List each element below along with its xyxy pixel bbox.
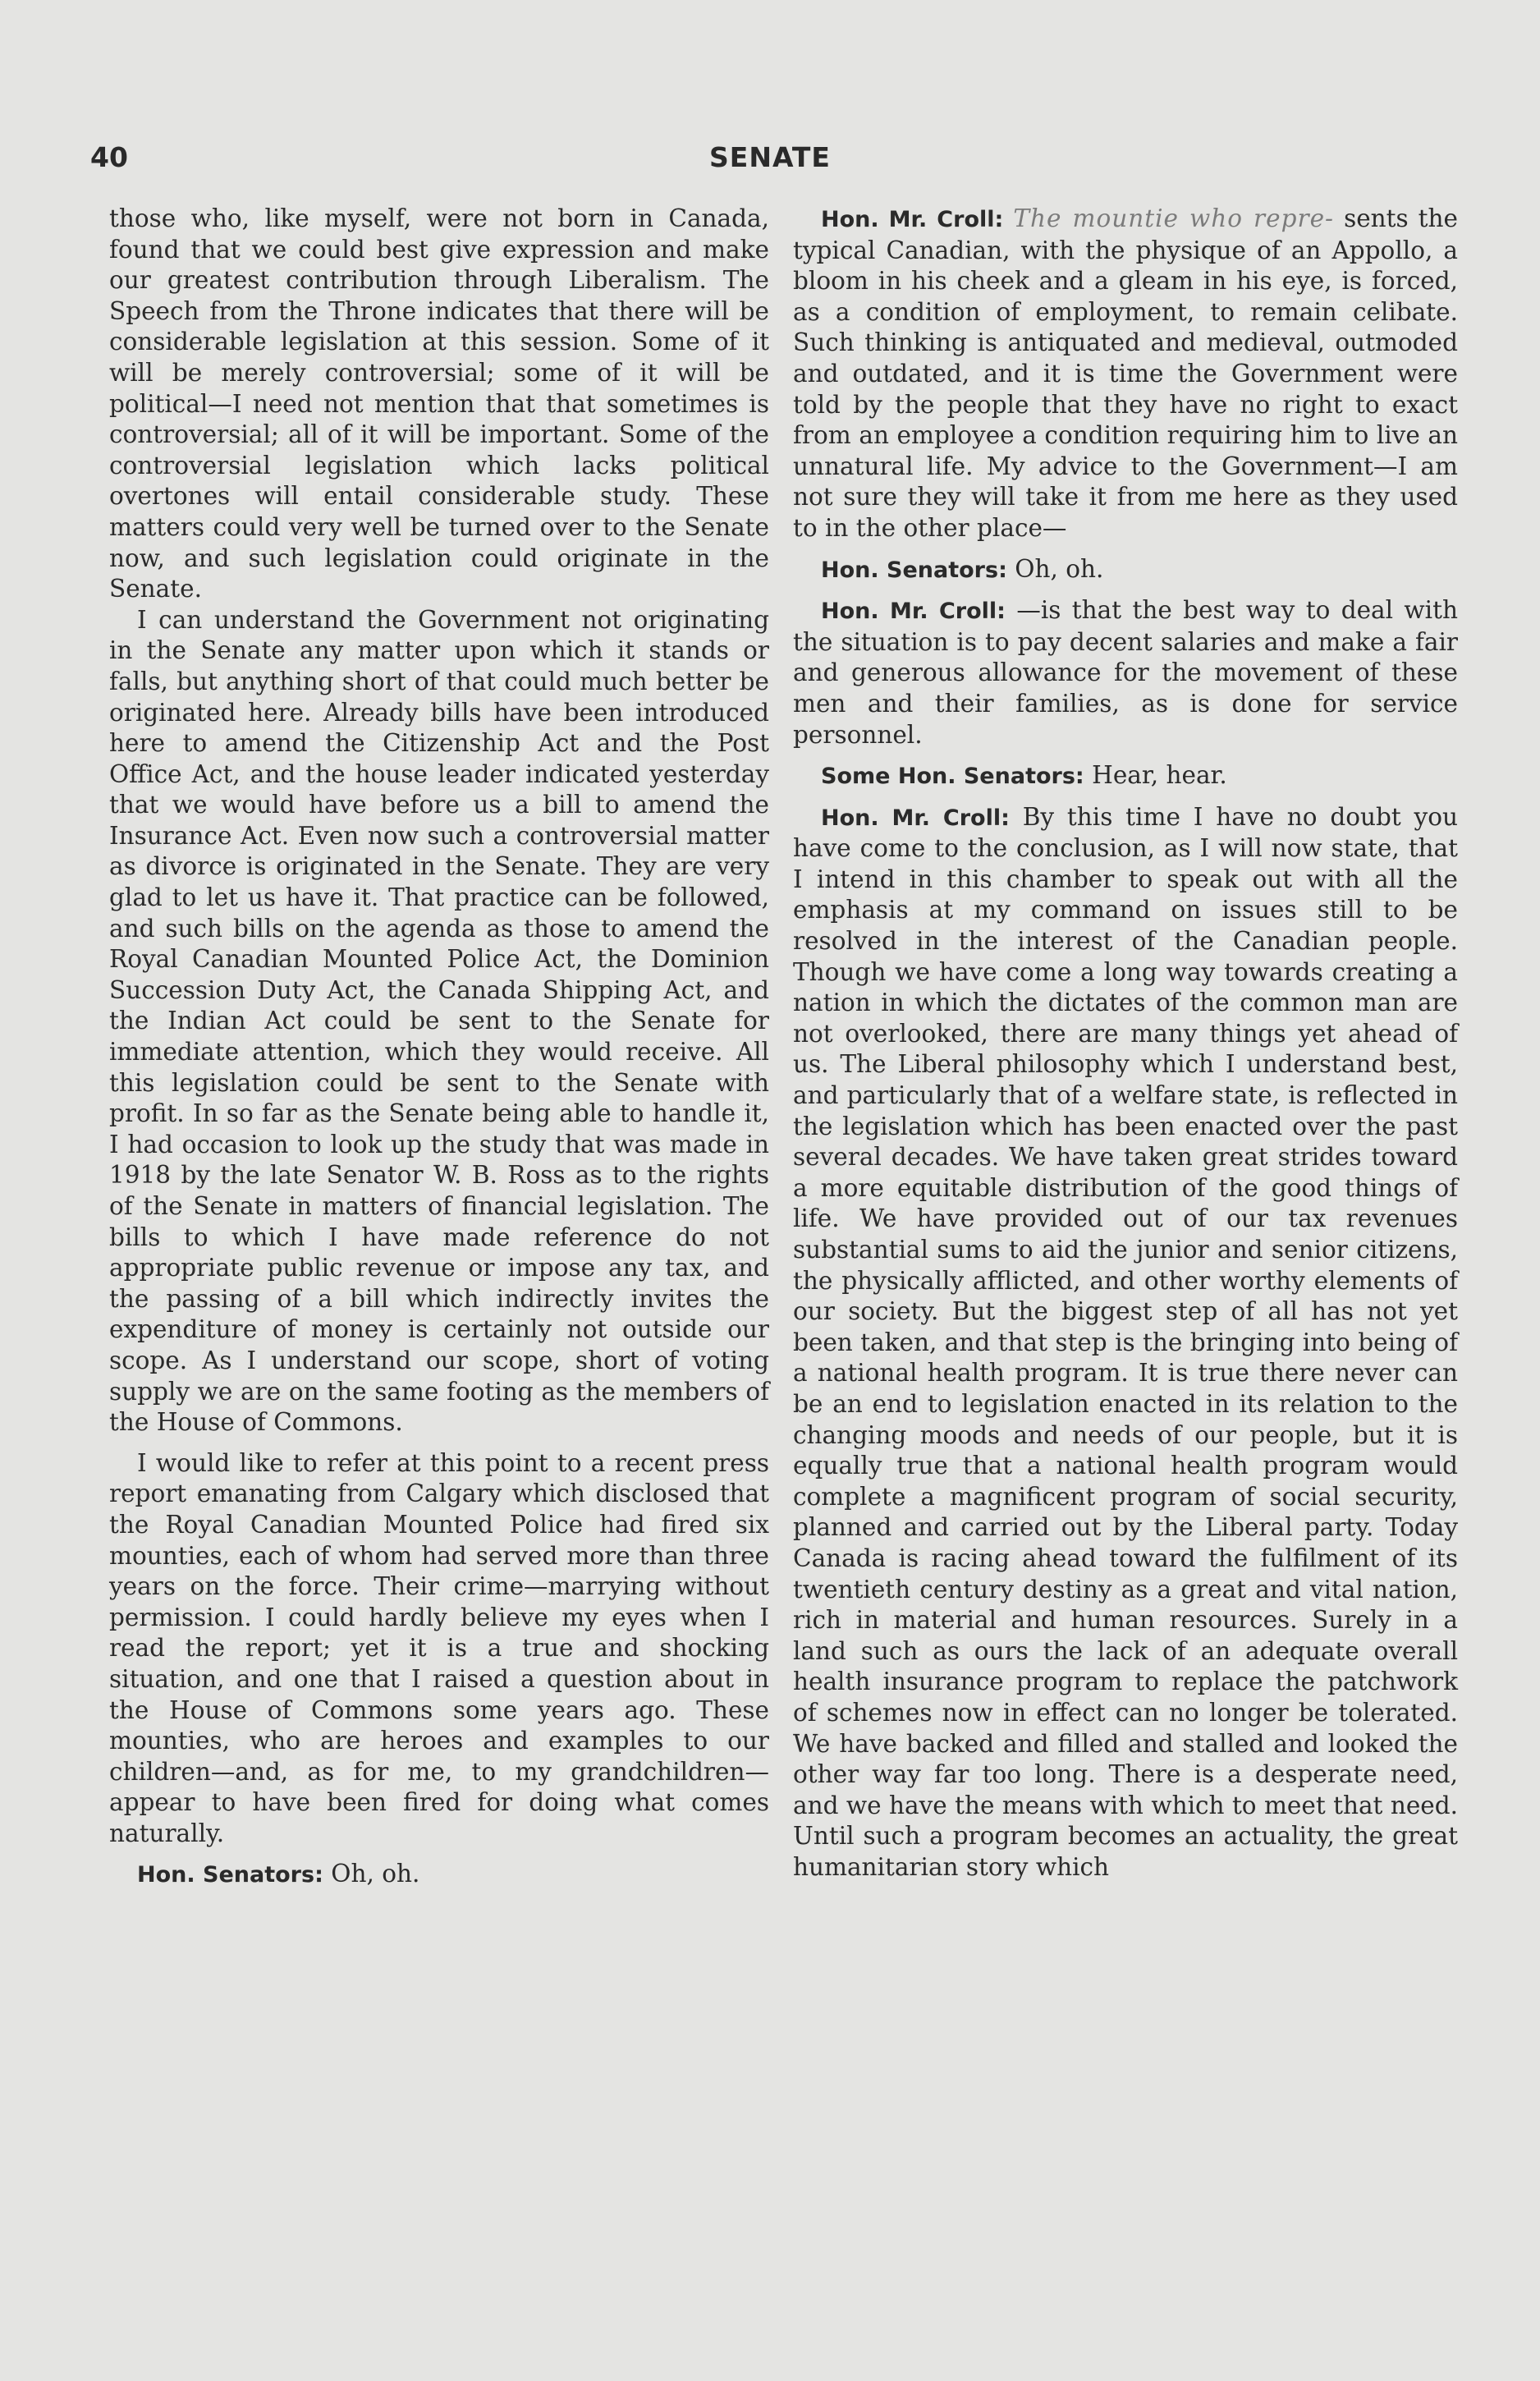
speaker-name: Hon. Mr. Croll:: [821, 805, 1010, 831]
paragraph: those who, like myself, were not born in Canada, found that we could best give expression and make our greatest contribution through Liberalism. The Speech from the Throne indicates that there will be considerable legislation at this session. Some of it will be merely controversial; some of it will be political—I need not mention that that sometimes is controversial; all of it will be important. Some of the controversial legislation which lacks political overtones will entail considerable study. These matters could very well be turned over to the Senate now, and such legislation could originate in the Senate.: [109, 204, 769, 603]
paragraph: I would like to refer at this point to a recent press report emanating from Calgary which disclosed that the Royal Canadian Mounted Police had fired six mounties, each of whom had served more than three years on the force. Their crime—marrying without permission. I could hardly believe my eyes when I read the report; yet it is a true and shocking situation, and one that I raised a question about in the House of Commons some years ago. These mounties, who are heroes and examples to our children—and, as for me, to my grandchildren—appear to have been fired for doing what comes naturally.: [109, 1448, 769, 1847]
speech-text: By this time I have no doubt you have come to the conclusion, as I will now state, that I intend in this chamber to speak out with all the emphasis at my command on issues still to be resolved in the interest of the Canadian people. Though we have come a long way towards creating a nation in which the dictates of the common man are not overlooked, there are many things yet ahead of us. The Liberal philosophy which I understand best, and particularly that of a welfare state, is reflected in the legislation which has been enacted over the past several decades. We have taken great strides toward a more equitable distribution of the good things of life. We have provided out of our tax revenues substantial sums to aid the junior and senior citizens, the physically afflicted, and other worthy elements of our society. But the biggest step of all has not yet been taken, and that step is the bringing into being of a national health program. It is true there never can be an end to legislation enacted in its relation to the changing moods and needs of our people, but it is equally true that a national health program would complete a magnificent program of social security, planned and carried out by the Liberal party. Today Canada is racing ahead toward the fulfilment of its twentieth century destiny as a great and vital nation, rich in material and human resources. Surely in a land such as ours the lack of an adequate overall health insurance program to replace the patchwork of schemes now in effect can no longer be tolerated. We have backed and filled and stalled and looked the other way far too long. There is a desperate need, and we have the means with which to meet that need. Until such a program becomes an actuality, the great humanitarian story which: [793, 802, 1458, 1881]
speech-text: Hear, hear.: [1092, 761, 1227, 790]
paragraph: I can understand the Government not originating in the Senate any matter upon which it stands or falls, but anything short of that could much better be originated here. Already bills have been introduced here to amend the Citizenship Act and the Post Office Act, and the house leader indicated yesterday that we would have before us a bill to amend the Insurance Act. Even now such a controversial matter as divorce is originated in the Senate. They are very glad to let us have it. That practice can be followed, and such bills on the agenda as those to amend the Royal Canadian Mounted Police Act, the Dominion Succession Duty Act, the Canada Shipping Act, and the Indian Act could be sent to the Senate for immediate attention, which they would receive. All this legislation could be sent to the Senate with profit. In so far as the Senate being able to handle it, I had occasion to look up the study that was made in 1918 by the late Senator W. B. Ross as to the rights of the Senate in matters of financial legislation. The bills to which I have made reference do not appropriate public revenue or impose any tax, and the passing of a bill which indirectly invites the expenditure of money is certainly not outside our scope. As I understand our scope, short of voting supply we are on the same footing as the members of the House of Commons.: [109, 605, 769, 1437]
faded-text: The mountie who repre-: [1013, 204, 1335, 232]
page-number: 40: [90, 141, 128, 173]
speaker-name: Hon. Senators:: [821, 557, 1007, 583]
speech-text: sents the typical Canadian, with the physique of an Appollo, a bloom in his cheek and a gleam in his eye, is forced, as a condition of employment, to remain celibate. Such thinking is antiquated and medieval, outmoded and outdated, and it is time the Government were told by the people that they have no right to exact from an employee a condition requiring him to live an unnatural life. My advice to the Government—I am not sure they will take it from me here as they used to in the other place—: [793, 204, 1458, 542]
speaker-name: Some Hon. Senators:: [821, 764, 1084, 790]
speech-entry: [793, 760, 1458, 792]
speaker-name: Hon. Senators:: [137, 1862, 323, 1888]
left-column: [109, 204, 769, 1891]
speech-entry: [793, 595, 1458, 750]
speaker-name: Hon. Mr. Croll:: [821, 599, 1006, 625]
speech-entry: [793, 802, 1458, 1883]
page-header: [0, 141, 1540, 182]
speaker-name: Hon. Mr. Croll:: [821, 207, 1004, 232]
speech-entry: [793, 554, 1458, 586]
running-head: SENATE: [709, 141, 831, 173]
right-column: [793, 204, 1458, 1883]
speech-entry: [793, 204, 1458, 544]
speech-text: Oh, oh.: [1015, 554, 1104, 583]
speech-entry: [109, 1859, 769, 1891]
speech-text: —is that the best way to deal with the situation is to pay decent salaries and make a fair and generous allowance for the movement of these men and their families, as is done for service personnel.: [793, 596, 1458, 749]
speech-text: Oh, oh.: [331, 1860, 420, 1888]
